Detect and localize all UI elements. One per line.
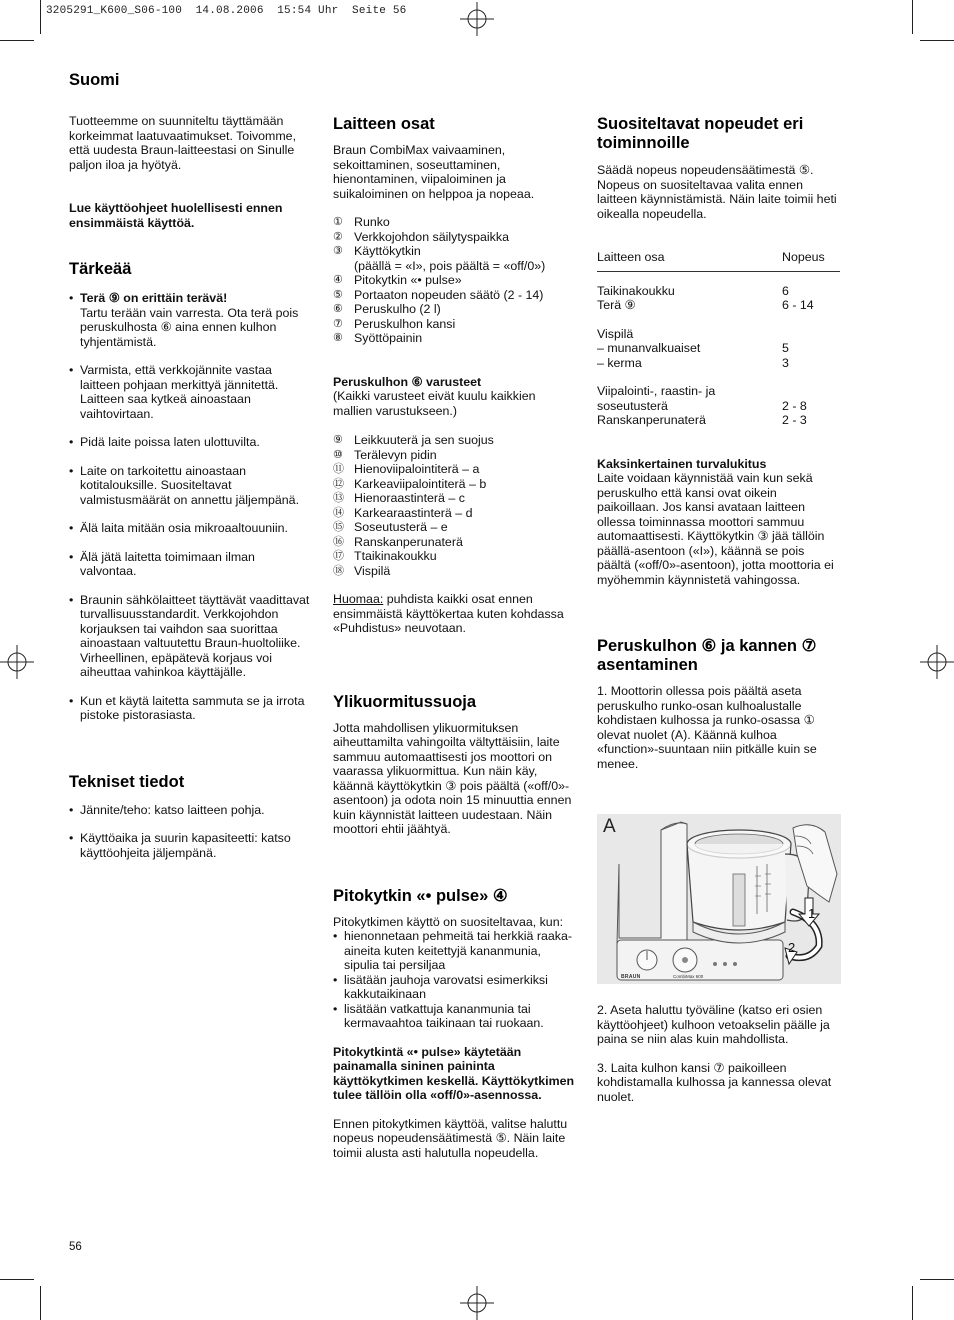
figure-a-bowl-assembly bbox=[597, 814, 841, 984]
column-right-lower bbox=[597, 1003, 841, 1104]
table-row: Viipalointi-, raastin- ja bbox=[597, 384, 716, 398]
list-item: • Pidä laite poissa laten ulottuvilta. bbox=[69, 435, 311, 450]
read-first-note: Lue käyttöohjeet huolellisesti ennen ensimmäistä käyttöä. bbox=[69, 201, 283, 230]
table-row: – munanvalkuaiset 5 bbox=[597, 341, 789, 355]
figure-label: A bbox=[603, 816, 616, 837]
pulse-instructions: Pitokytkintä «• pulse» käytetään painamalla sininen paininta käyttökytkimen keskellä. Käyttökytkimen tulee tällöin olla «off/0»-asennossa. bbox=[333, 1044, 575, 1102]
cleaning-note: Huomaa: puhdista kaikki osat ennen ensimmäistä käyttökertaa kuten kohdassa «Puhdistus» neuvotaan. bbox=[333, 592, 564, 635]
list-item: • Jännite/teho: katso laitteen pohja. bbox=[69, 803, 311, 818]
arrow-label-2: 2 bbox=[788, 940, 796, 955]
list-item: (päällä = «I», pois päältä = «off/0») bbox=[354, 258, 546, 273]
registration-mark-icon bbox=[920, 645, 954, 679]
crop-mark bbox=[40, 0, 41, 34]
registration-mark-icon bbox=[460, 2, 494, 36]
section-title-assembly: Peruskulhon ⑥ ja kannen ⑦ asentaminen bbox=[597, 637, 817, 674]
page-number: 56 bbox=[69, 1241, 82, 1253]
model-label: CombiMax 600 bbox=[673, 974, 704, 979]
list-item: • Laite on tarkoitettu ainoastaan kotitalouksille. Suositeltavat valmistusmäärät on annettu jäljempänä. bbox=[69, 464, 311, 508]
list-item: • Varmista, että verkkojännite vastaa laitteen pohjaan merkittyä jännitettä. Laitteen saa kytkeä ainoastaan vaihtovirtaan. bbox=[69, 363, 311, 421]
overload-text: Jotta mahdollisen ylikuormituksen aiheuttamilta vahingoilta vältyttäisiin, laite sammuu automaattisesti jos moottori on vaarassa ylikuormittua. Kun näin käy, käännä käyttökytkin ③ pois päältä («off/0»-asentoon) ja odota noin 15 minuuttia ennen kuin käynnistät laitteen uudestaan. Näin moottori ehtii jäähtyä. bbox=[333, 720, 572, 836]
food-processor-illustration bbox=[597, 814, 841, 984]
list-item: ⑰ Ttaikinakoukku bbox=[333, 549, 437, 563]
list-item: ③ Käyttökytkin bbox=[333, 244, 421, 258]
section-title-overload: Ylikuormitussuoja bbox=[333, 692, 477, 711]
blade-warning-text: Tartu terään vain varresta. Ota terä pois peruskulhosta ⑥ aina ennen kulhon tyhjentämistä. bbox=[80, 305, 299, 349]
crop-mark bbox=[920, 1279, 954, 1280]
important-list bbox=[69, 291, 311, 723]
list-item bbox=[69, 291, 311, 349]
table-header-cell: Nopeus bbox=[782, 250, 825, 264]
list-item: • Älä laita mitään osia mikroaaltouuniin. bbox=[69, 521, 311, 536]
table-row: soseutusterä 2 - 8 bbox=[597, 398, 807, 413]
column-left bbox=[69, 71, 311, 860]
accessories-title: Peruskulhon ⑥ varusteet bbox=[333, 374, 482, 389]
list-item: ① Runko bbox=[333, 215, 390, 229]
list-item: • Kun et käytä laitetta sammuta se ja irrota pistoke pistorasiasta. bbox=[69, 694, 311, 723]
speed-table-header bbox=[597, 250, 840, 265]
brand-logo: BRAUN bbox=[621, 974, 641, 980]
list-item: ⑪ Hienoviipalointiterä – a bbox=[333, 462, 480, 476]
section-title-suomi: Suomi bbox=[69, 71, 120, 89]
list-item: ⑮ Soseutusterä – e bbox=[333, 520, 448, 534]
registration-mark-icon bbox=[460, 1286, 494, 1320]
section-title-speeds: Suositeltavat nopeudet eri toiminnoille bbox=[597, 115, 804, 152]
list-item: ④ Pitokytkin «• pulse» bbox=[333, 273, 462, 287]
parts-list bbox=[333, 215, 577, 346]
list-item: ⑧ Syöttöpainin bbox=[333, 331, 423, 345]
table-row: Vispilä bbox=[597, 326, 634, 341]
list-item: • lisätään vatkattuja kananmunia tai kermavaahtoa taikinaan tai ruokaan. bbox=[333, 1002, 577, 1031]
table-row: – kerma 3 bbox=[597, 355, 789, 370]
assembly-step-2: 2. Aseta haluttu työväline (katso eri osien käyttöohjeet) kulhoon vetoakselin päälle ja paina se niin alas kuin mahdollista. bbox=[597, 1003, 830, 1046]
list-item: • lisätään jauhoja varovatsi esimerkiksi kakkutaikinaan bbox=[333, 973, 577, 1002]
intro-paragraph: Tuotteemme on suunniteltu täyttämään korkeimmat laatuvaatimukset. Toivomme, että uudesta Braun-laitteestasi on Sinulle paljon iloa ja hyötyä. bbox=[69, 114, 297, 172]
assembly-step-1: 1. Moottorin ollessa pois päältä aseta peruskulho runko-osan kulhoalustalle kohdistaen kulhossa ja runko-osassa ① olevat nuolet (A). Käännä kulhoa «function»-suuntaan niin pitkälle kuin se menee. bbox=[597, 684, 817, 771]
speeds-intro: Säädä nopeus nopeudensäätimestä ⑤. Nopeus on suositeltavaa valita ennen laitteen käynnistämistä. Näin laite toimii heti oikealla nopeudella. bbox=[597, 163, 837, 221]
column-right bbox=[597, 115, 841, 771]
accessories-note: (Kaikki varusteet eivät kuulu kaikkien mallien varustukseen.) bbox=[333, 389, 536, 418]
pulse-list bbox=[333, 929, 577, 1031]
technical-list bbox=[69, 803, 311, 861]
assembly-step-3: 3. Laita kulhon kansi ⑦ paikoilleen kohdistamalla kulhossa ja kannessa olevat nuolet. bbox=[597, 1060, 832, 1104]
table-row: Terä ⑨ 6 - 14 bbox=[597, 298, 814, 312]
crop-mark bbox=[0, 1279, 34, 1280]
arrow-label-1: 1 bbox=[808, 906, 816, 921]
table-row: Taikinakoukku 6 bbox=[597, 283, 789, 298]
list-item: ② Verkkojohdon säilytyspaikka bbox=[333, 229, 509, 244]
speed-table bbox=[597, 284, 840, 428]
list-item: ⑱ Vispilä bbox=[333, 563, 391, 578]
safety-text: Laite voidaan käynnistää vain kun sekä peruskulho että kansi ovat oikein paikoillaan. Jos kansi avataan laitteen ollessa toiminnassa moottori sammuu automaattisesti. Käyttökytkin ③ jää tällöin päällä-asentoon («I»), käännä se pois päältä («off/0»-asentoon), jotta moottoria ei myöhemmin käynnistetä vahingossa. bbox=[597, 471, 834, 587]
list-item: ⑯ Ranskanperunaterä bbox=[333, 534, 463, 549]
list-item: • Älä jätä laitetta toimimaan ilman valvontaa. bbox=[69, 550, 311, 579]
table-row: Ranskanperunaterä 2 - 3 bbox=[597, 413, 807, 427]
list-item: ⑤ Portaaton nopeuden säätö (2 - 14) bbox=[333, 287, 544, 302]
section-title-important: Tärkeää bbox=[69, 260, 132, 278]
list-item: ⑬ Hienoraastinterä – c bbox=[333, 491, 465, 505]
table-header-cell: Laitteen osa bbox=[597, 250, 665, 264]
list-item: • Braunin sähkölaitteet täyttävät vaadittavat turvallisuusstandardit. Verkkojohdon korjauksen tai vaihdon saa suorittaa ainoastaan valtuutettu Braun-huoltoliike. Virheellinen, epäpätevä korjaus voi aiheuttaa vahinkoa käyttäjälle. bbox=[69, 593, 311, 680]
crop-mark bbox=[912, 0, 913, 34]
list-item: ⑭ Karkearaastinterä – d bbox=[333, 505, 473, 520]
section-title-parts: Laitteen osat bbox=[333, 115, 435, 133]
blade-warning: Terä ⑨ on erittäin terävä! bbox=[80, 291, 228, 305]
safety-title: Kaksinkertainen turvalukitus bbox=[597, 456, 767, 471]
list-item: ⑩ Terälevyn pidin bbox=[333, 447, 437, 462]
pulse-intro: Pitokytkimen käyttö on suositeltavaa, kun: bbox=[333, 914, 564, 929]
crop-mark bbox=[40, 1286, 41, 1320]
section-title-pulse: Pitokytkin «• pulse» ④ bbox=[333, 886, 508, 905]
column-middle bbox=[333, 115, 577, 1160]
list-item: ⑥ Peruskulho (2 l) bbox=[333, 302, 441, 316]
crop-mark bbox=[0, 40, 34, 41]
crop-mark bbox=[920, 40, 954, 41]
list-item: ⑫ Karkeaviipalointiterä – b bbox=[333, 476, 487, 491]
print-slug: 3205291_K600_S06-100 14.08.2006 15:54 Uhr Seite 56 bbox=[46, 5, 407, 17]
registration-mark-icon bbox=[0, 645, 34, 679]
crop-mark bbox=[912, 1286, 913, 1320]
list-item: • hienonnetaan pehmeitä tai herkkiä raaka-aineita kuten keitettyjä kananmunia, sipulia tai persiljaa bbox=[333, 929, 577, 973]
list-item: ⑦ Peruskulhon kansi bbox=[333, 316, 456, 331]
pulse-final: Ennen pitokytkimen käyttöä, valitse haluttu nopeus nopeudensäätimestä ⑤. Näin laite toimii alusta asti halutulla nopeudella. bbox=[333, 1116, 568, 1160]
list-item: ⑨ Leikkuuterä ja sen suojus bbox=[333, 433, 494, 447]
list-item: • Käyttöaika ja suurin kapasiteetti: katso käyttöohjeita jäljempänä. bbox=[69, 831, 311, 860]
parts-intro: Braun CombiMax vaivaaminen, sekoittaminen, soseuttaminen, hienontaminen, viipaloiminen ja suikaloiminen on helppoa ja nopeaa. bbox=[333, 143, 535, 201]
table-divider bbox=[597, 271, 840, 272]
accessories-list bbox=[333, 433, 577, 578]
section-title-technical: Tekniset tiedot bbox=[69, 772, 185, 791]
